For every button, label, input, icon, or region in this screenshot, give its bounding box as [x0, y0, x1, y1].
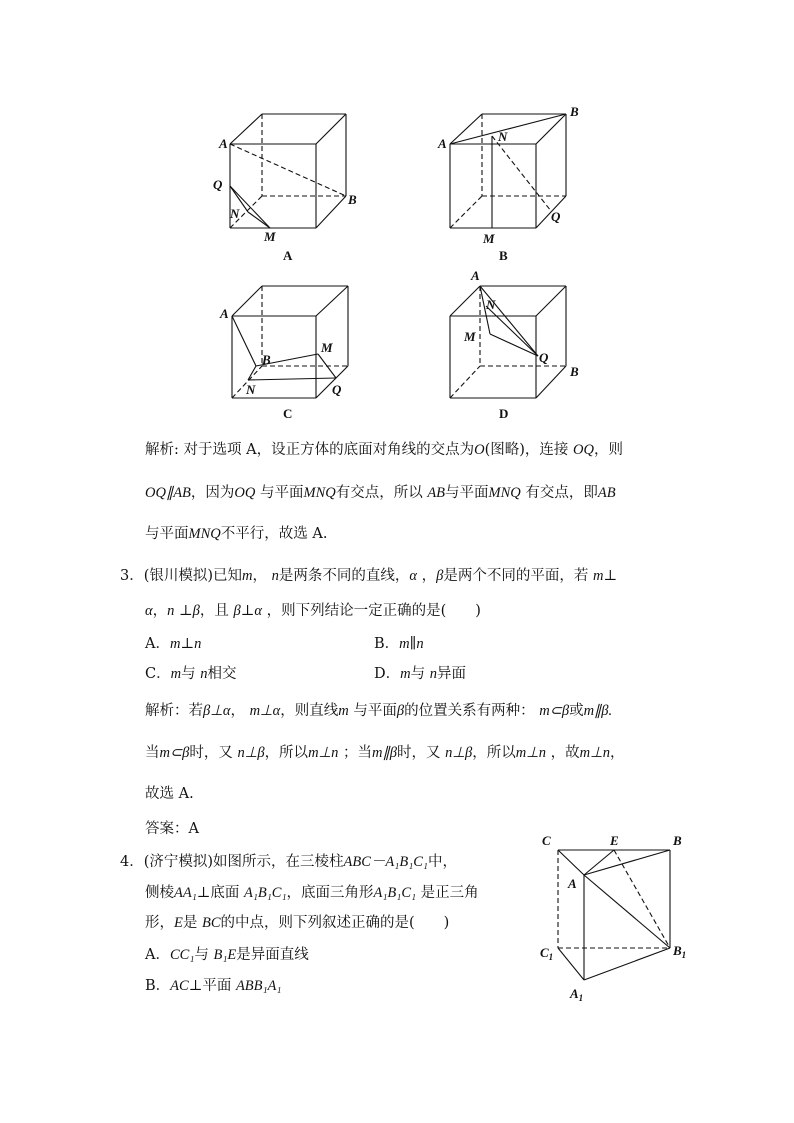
question-3-option-c: C．m与 n相交: [145, 666, 237, 682]
question-3-option-a: A．m⊥n: [145, 636, 202, 652]
label-a: A: [471, 268, 480, 283]
label-b: B: [262, 352, 271, 367]
label-m: M: [321, 340, 333, 355]
label-a: A: [220, 306, 229, 321]
question-3-line-1: 3．(银川模拟)已知m， n是两条不同的直线，α ，β是两个不同的平面，若 m⊥: [120, 568, 618, 584]
label-b: B: [570, 104, 579, 119]
answer-3: 答案：A: [145, 821, 199, 837]
figure-c-caption: C: [283, 406, 293, 421]
label-a1: $A_1$: [570, 986, 584, 1003]
figure-a-caption: A: [283, 248, 293, 263]
question-4-line-1: 4．(济宁模拟)如图所示，在三棱柱ABC－A₁B₁C₁中，: [120, 854, 457, 870]
question-3-line-2: α，n ⊥β，且 β⊥α ，则下列结论一定正确的是( ): [145, 603, 481, 619]
label-c: C: [542, 833, 551, 848]
label-a: A: [568, 876, 577, 891]
label-m: M: [464, 329, 476, 344]
label-m: M: [264, 229, 276, 244]
label-q: Q: [539, 350, 549, 365]
question-3-option-d: D．m与 n异面: [374, 666, 466, 682]
solution-3-line-1: 解析：若β⊥α， m⊥α，则直线m 与平面β的位置关系有两种： m⊂β或m∥β.: [145, 703, 613, 719]
label-m: M: [483, 231, 495, 246]
solution-3-line-3: 故选 A.: [145, 786, 194, 802]
label-n: N: [230, 206, 240, 221]
label-q: Q: [551, 209, 561, 224]
question-4-line-2: 侧棱AA₁⊥底面 A₁B₁C₁，底面三角形A₁B₁C₁ 是正三角: [145, 885, 479, 901]
label-n: N: [246, 382, 256, 397]
question-4-option-a: A．CC₁与 B₁E是异面直线: [145, 947, 309, 963]
figure-d: [420, 270, 600, 430]
label-n: N: [486, 297, 496, 312]
solution-1-line-1: 解析: 对于选项 A，设正方体的底面对角线的交点为O(图略)，连接 OQ，则: [145, 442, 623, 458]
solution-3-line-2: 当m⊂β时，又 n⊥β，所以m⊥n ；当m∥β时，又 n⊥β，所以m⊥n ，故m⊥n，: [145, 745, 625, 761]
label-q: Q: [332, 382, 342, 397]
figure-a: [200, 100, 370, 260]
solution-1-line-2: OQ∥AB，因为OQ 与平面MNQ有交点，所以 AB与平面MNQ 有交点，即AB: [145, 485, 616, 501]
figure-b: [420, 100, 600, 260]
question-4-option-b: B．AC⊥平面 ABB₁A₁: [145, 978, 282, 994]
label-b: B: [673, 833, 682, 848]
label-q: Q: [213, 177, 223, 192]
label-e: E: [610, 833, 619, 848]
prism-figure: [530, 830, 700, 1010]
label-a: A: [219, 136, 228, 151]
label-n: N: [498, 129, 508, 144]
label-b1: $B_1$: [673, 943, 687, 960]
label-a: A: [438, 136, 447, 151]
question-4-line-3: 形，E是 BC的中点，则下列叙述正确的是( ): [145, 915, 450, 931]
label-b: B: [570, 364, 579, 379]
solution-1-line-3: 与平面MNQ不平行，故选 A.: [145, 526, 328, 542]
figure-b-caption: B: [499, 248, 508, 263]
figure-d-caption: D: [499, 406, 509, 421]
question-3-option-b: B．m∥n: [374, 636, 424, 652]
label-b: B: [348, 192, 357, 207]
label-c1: $C_1$: [540, 945, 554, 962]
